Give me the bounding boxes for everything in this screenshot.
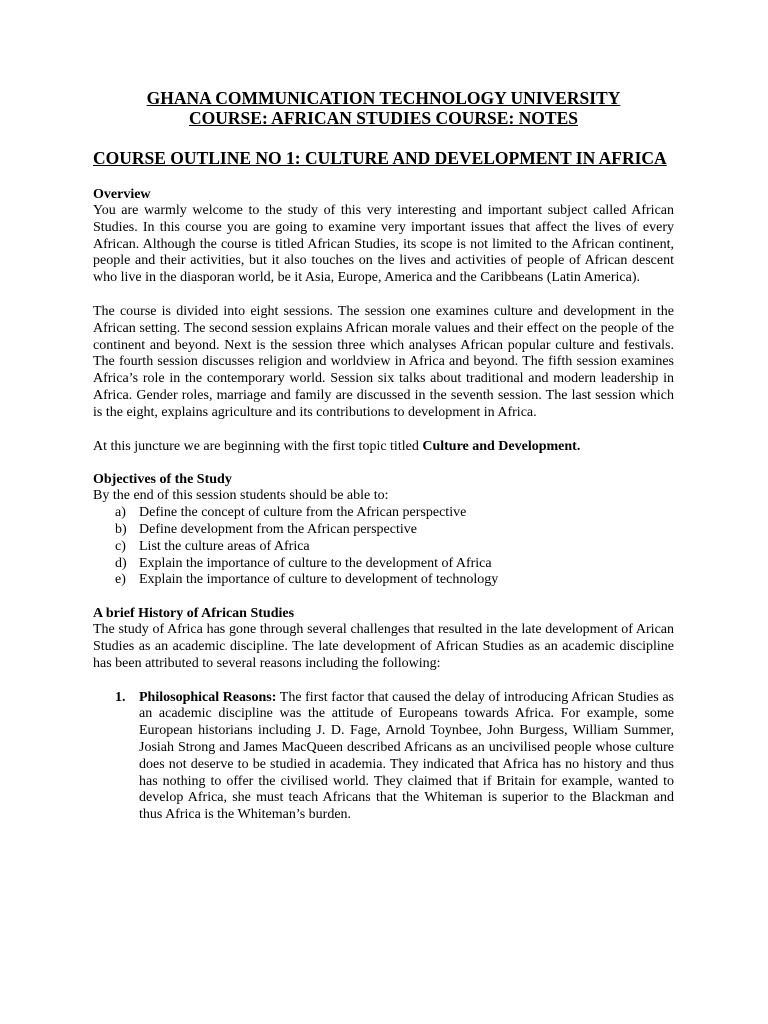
list-item-text: Define development from the African perspective <box>139 521 417 537</box>
document-header <box>93 88 674 128</box>
objectives-list <box>93 505 674 589</box>
list-item-text: Explain the importance of culture to development of technology <box>139 572 499 588</box>
reason-text: The first factor that caused the delay of introducing African Studies as an academic discipline was the attitude of Europeans towards Africa. For example, some European historians including J. D. Fage, Arnold Toynbee, John Burgess, William Summer, Josiah Strong and James MacQueen described Africans as an uncivilised people whose culture does not deserve to be studied in academia. They indicated that Africa has no history and thus has nothing to offer the civilised world. They claimed that if Britain for example, wanted to develop Africa, she must teach Africans that the Whiteman is superior to the Blackman and thus Africa is the Whiteman’s burden. <box>139 689 674 823</box>
university-title: GHANA COMMUNICATION TECHNOLOGY UNIVERSITY <box>146 88 621 108</box>
list-marker: c) <box>115 538 126 554</box>
overview-heading: Overview <box>93 187 151 202</box>
topic-title-bold: Culture and Development. <box>422 438 581 454</box>
overview-paragraph-1: You are warmly welcome to the study of this very interesting and important subject called African Studies. In this course you are going to examine very important issues that affect the lives of every African. Although the course is titled African Studies, its scope is not limited to the African continent, people and their activities, but it also touches on the lives and activities of people of African descent who live in the diasporan world, be it Asia, Europe, America and the Caribbeans (Latin America). <box>93 203 674 286</box>
list-item-text: Define the concept of culture from the African perspective <box>139 505 467 521</box>
objectives-intro: By the end of this session students should be able to: <box>93 488 389 504</box>
list-item <box>93 690 674 824</box>
reasons-list <box>93 690 674 824</box>
reason-title: Philosophical Reasons: <box>139 689 277 705</box>
overview-paragraph-2: The course is divided into eight sessions. The session one examines culture and development in the African setting. The second session explains African morale values and their effect on the people of the continent and beyond. Next is the session three which analyses African popular culture and festivals. The fourth session discusses religion and worldview in Africa and beyond. The fifth session examines Africa’s role in the contemporary world. Session six talks about traditional and modern leadership in Africa. Gender roles, marriage and family are discussed in the seventh session. The last session which is the eight, explains agriculture and its contributions to development in Africa. <box>93 303 674 420</box>
list-marker: b) <box>115 521 127 537</box>
history-paragraph: The study of Africa has gone through several challenges that resulted in the late development of Arican Studies as an academic discipline. The late development of African Studies as an academic discipline has been attributed to several reasons including the following: <box>93 622 674 671</box>
paragraph-3-text: At this juncture we are beginning with the first topic titled <box>93 438 423 454</box>
list-item-text: List the culture areas of Africa <box>139 538 310 554</box>
list-marker: d) <box>115 555 127 571</box>
list-item <box>93 556 674 573</box>
list-item <box>93 505 674 522</box>
list-item <box>93 539 674 556</box>
list-marker: 1. <box>115 689 126 705</box>
list-marker: a) <box>115 505 126 521</box>
objectives-heading: Objectives of the Study <box>93 472 232 488</box>
list-item-text: Explain the importance of culture to the development of Africa <box>139 555 492 571</box>
overview-paragraph-3 <box>93 439 674 456</box>
list-item <box>93 572 674 589</box>
document-page <box>93 88 674 824</box>
list-marker: e) <box>115 572 126 588</box>
course-title: COURSE: AFRICAN STUDIES COURSE: NOTES <box>189 108 578 128</box>
list-item <box>93 522 674 539</box>
history-heading: A brief History of African Studies <box>93 606 295 622</box>
outline-title: COURSE OUTLINE NO 1: CULTURE AND DEVELOPMENT IN AFRICA <box>93 148 667 168</box>
